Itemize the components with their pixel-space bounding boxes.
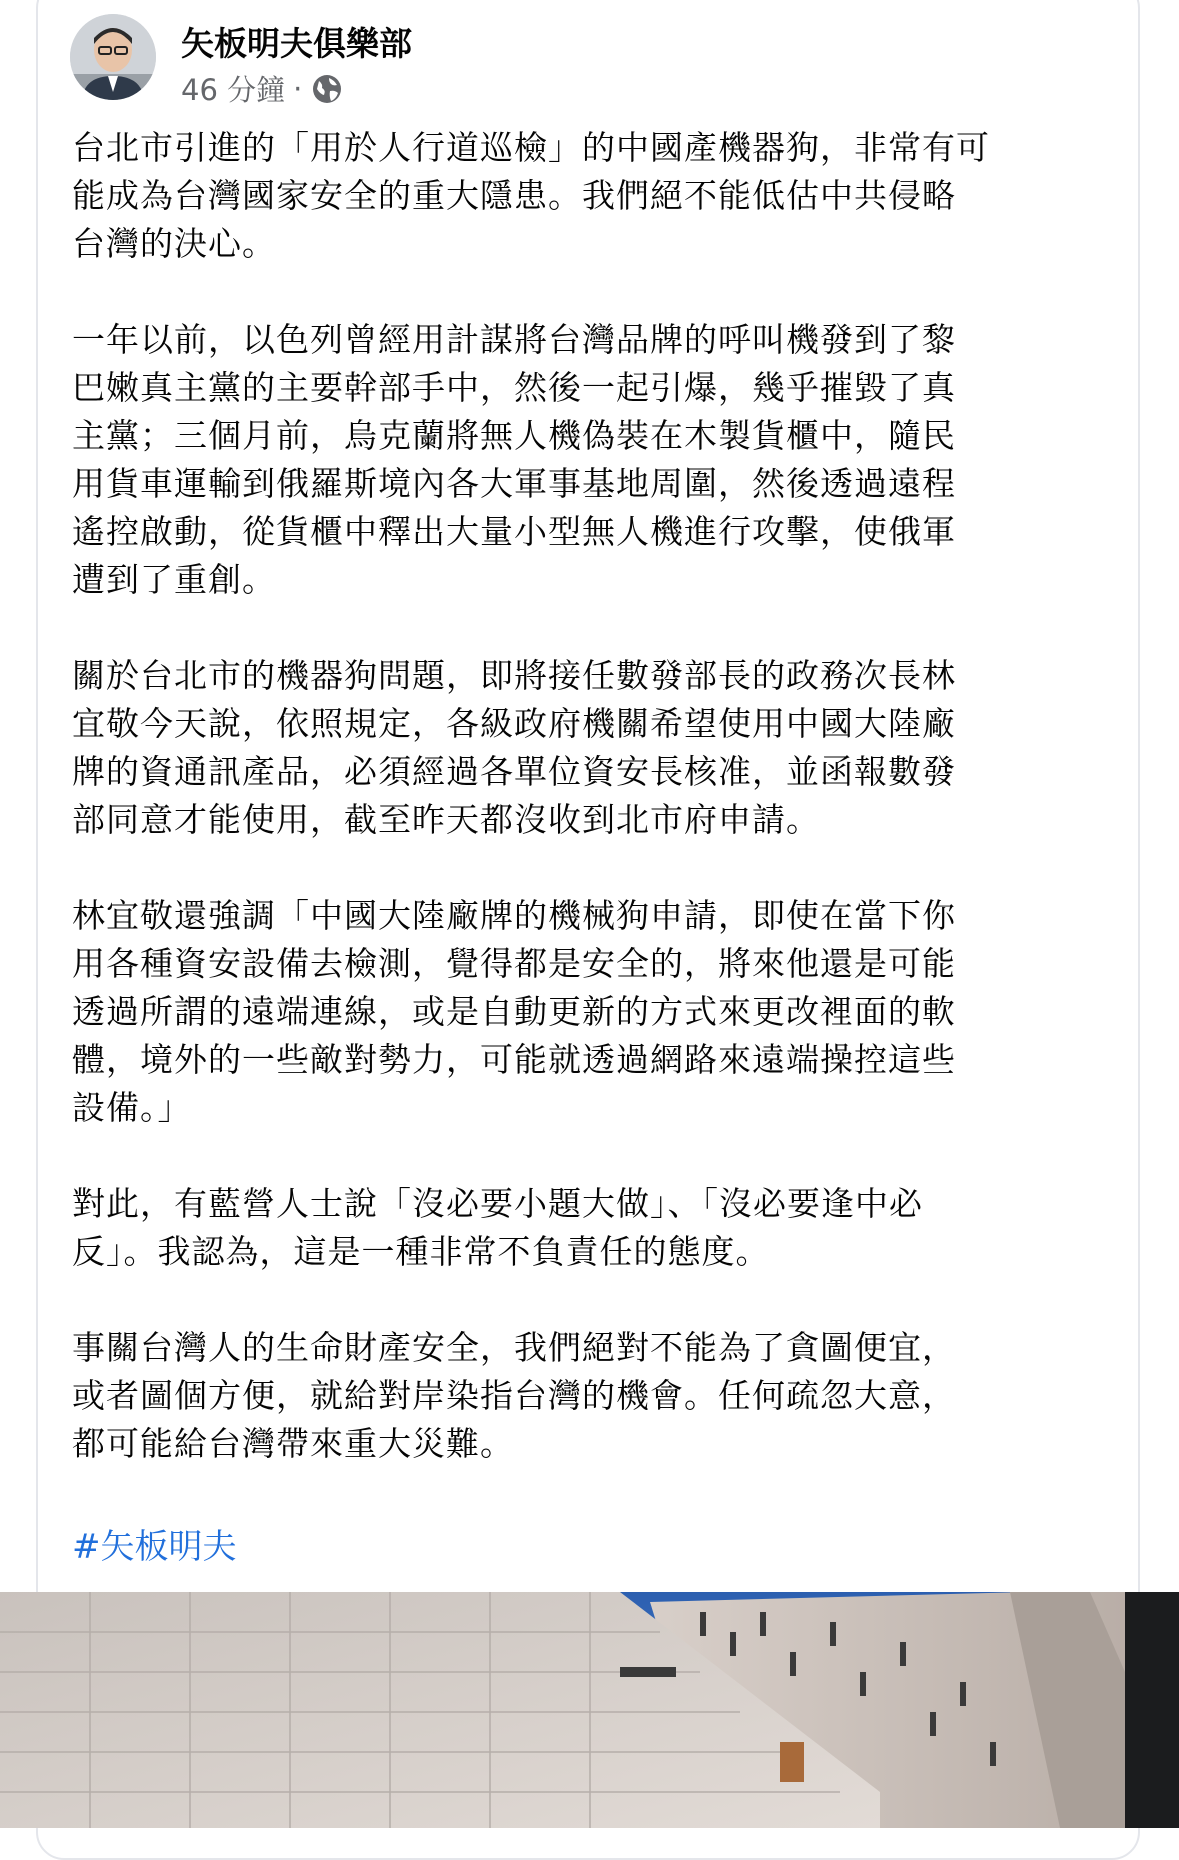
post-header (70, 14, 1070, 107)
post-paragraph: 林宜敬還強調「中國大陸廠牌的機械狗申請，即使在當下你 用各種資安設備去檢測，覺得都是安全的，將來他還是可能 透過所謂的遠端連線，或是自動更新的方式來更改裡面的軟 體，境外的一些敵對勢力，可能就透過網路來遠端操控這些 設備。」 (72, 896, 956, 1127)
post-paragraph: 對此，有藍營人士說「沒必要小題大做」、「沒必要逢中必 反」。我認為，這是一種非常不負責任的態度。 (72, 1184, 923, 1271)
post-paragraph: 事關台灣人的生命財產安全，我們絕對不能為了貪圖便宜， 或者圖個方便，就給對岸染指台灣的機會。任何疏忽大意， 都可能給台灣帶來重大災難。 (72, 1328, 956, 1463)
author-name[interactable]: 矢板明夫俱樂部 (181, 24, 412, 63)
photo-side-shadow (1125, 1592, 1179, 1828)
meta-separator: · (293, 71, 303, 106)
post-paragraph: 一年以前，以色列曾經用計謀將台灣品牌的呼叫機發到了黎 巴嫩真主黨的主要幹部手中，然後一起引爆，幾乎摧毀了真 主黨；三個月前，烏克蘭將無人機偽裝在木製貨櫃中，隨民 用貨車運輸到俄羅斯境內各大軍事基地周圍，然後透過遠程 遙控啟動，從貨櫃中釋出大量小型無人機進行攻擊，使俄軍 遭到了重創。 (72, 320, 956, 599)
globe-icon (310, 72, 344, 106)
post-photo[interactable] (0, 1592, 1125, 1828)
post-meta (181, 68, 344, 109)
post-paragraph: 台北市引進的「用於人行道巡檢」的中國產機器狗，非常有可 能成為台灣國家安全的重大隱患。我們絕不能低估中共侵略 台灣的決心。 (72, 128, 990, 263)
author-avatar[interactable] (70, 14, 156, 100)
hashtag-link[interactable]: #矢板明夫 (72, 1527, 237, 1567)
post-paragraph: 關於台北市的機器狗問題，即將接任數發部長的政務次長林 宜敬今天說，依照規定，各級政府機關希望使用中國大陸廠 牌的資通訊產品，必須經過各單位資安長核准，並函報數發 部同意才能使用，截至昨天都沒收到北市府申請。 (72, 656, 956, 839)
post-body (72, 124, 1102, 1516)
post-time[interactable]: 46 分鐘 (181, 73, 286, 107)
